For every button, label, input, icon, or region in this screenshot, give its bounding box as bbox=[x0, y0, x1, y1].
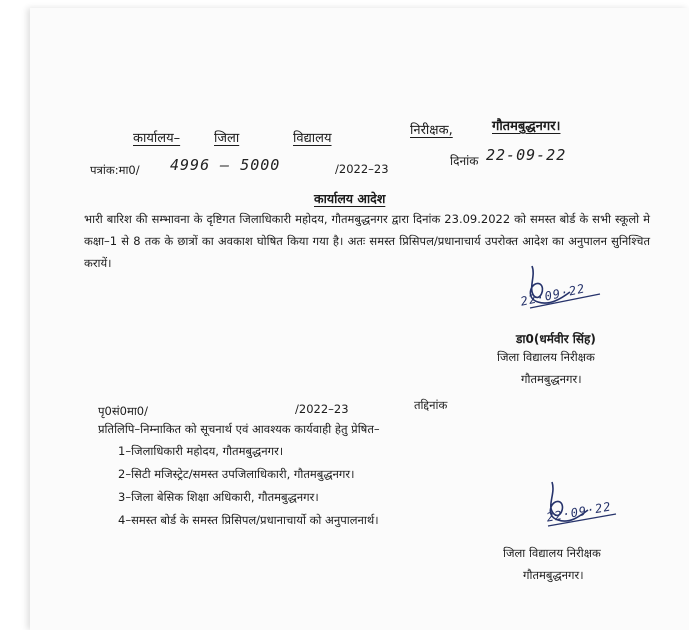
list-item: 3–जिला बेसिक शिक्षा अधिकारी, गौतमबुद्धनगर। bbox=[118, 490, 319, 504]
signature2-date: 22·09·22 bbox=[545, 499, 613, 525]
school-label: विद्यालय bbox=[293, 131, 332, 146]
city-label: गौतमबुद्धनगर। bbox=[492, 119, 561, 134]
signatory-place-1: गौतमबुद्धनगर। bbox=[521, 372, 582, 386]
list-item: 1–जिलाधिकारी महोदय, गौतमबुद्धनगर। bbox=[118, 444, 284, 458]
list-item: 2–सिटी मजिस्ट्रेट/समस्त उपजिलाधिकारी, गौतमबुद्धनगर। bbox=[118, 467, 355, 481]
copy-ref-year: /2022–23 bbox=[295, 402, 349, 416]
date-label: दिनांक bbox=[450, 154, 479, 168]
copy-ref-date: तद्दिनांक bbox=[414, 398, 448, 412]
ref-year: /2022–23 bbox=[335, 162, 389, 176]
office-label: कार्यालय– bbox=[133, 131, 181, 146]
copy-intro: प्रतिलिपि–निम्नाकित को सूचनार्थ एवं आवश्यक कार्यवाही हेतु प्रेषित– bbox=[98, 422, 380, 436]
ref-number: 4996 – 5000 bbox=[170, 156, 281, 174]
order-title: कार्यालय आदेश bbox=[314, 191, 386, 206]
copy-ref-label: पृ0सं0मा0/ bbox=[98, 404, 148, 418]
order-body: भारी बारिश की सम्भावना के दृष्टिगत जिलाधिकारी महोदय, गौतमबुद्धनगर द्वारा दिनांक 23.09.2022 को समस्त बोर्ड के सभी स्कूलो मे कक्षा–1 से 8 तक के छात्रों का अवकाश घोषित किया गया है। अतः समस्त प्रिसिपल/प्रधानाचार्य उपरोक्त आदेश का अनुपालन सुनिश्चित करायें। bbox=[84, 212, 650, 270]
signatory-title-2: जिला विद्यालय निरीक्षक bbox=[503, 546, 601, 560]
copy-list bbox=[118, 440, 379, 532]
signature1-date: 22·09·22 bbox=[519, 281, 587, 309]
list-item: 4–समस्त बोर्ड के समस्त प्रिसिपल/प्रधानाचार्यो को अनुपालनार्थ। bbox=[118, 513, 379, 527]
signatory-place-2: गौतमबुद्धनगर। bbox=[523, 568, 584, 582]
district-label: जिला bbox=[214, 131, 240, 146]
signatory-title-1: जिला विद्यालय निरीक्षक bbox=[497, 350, 595, 364]
signatory-name: डा0(धर्मवीर सिंह) bbox=[516, 332, 596, 346]
ref-label: पत्रांक:मा0/ bbox=[90, 163, 140, 177]
date-value: 22-09-22 bbox=[486, 146, 567, 164]
inspector-label: निरीक्षक, bbox=[410, 123, 453, 138]
